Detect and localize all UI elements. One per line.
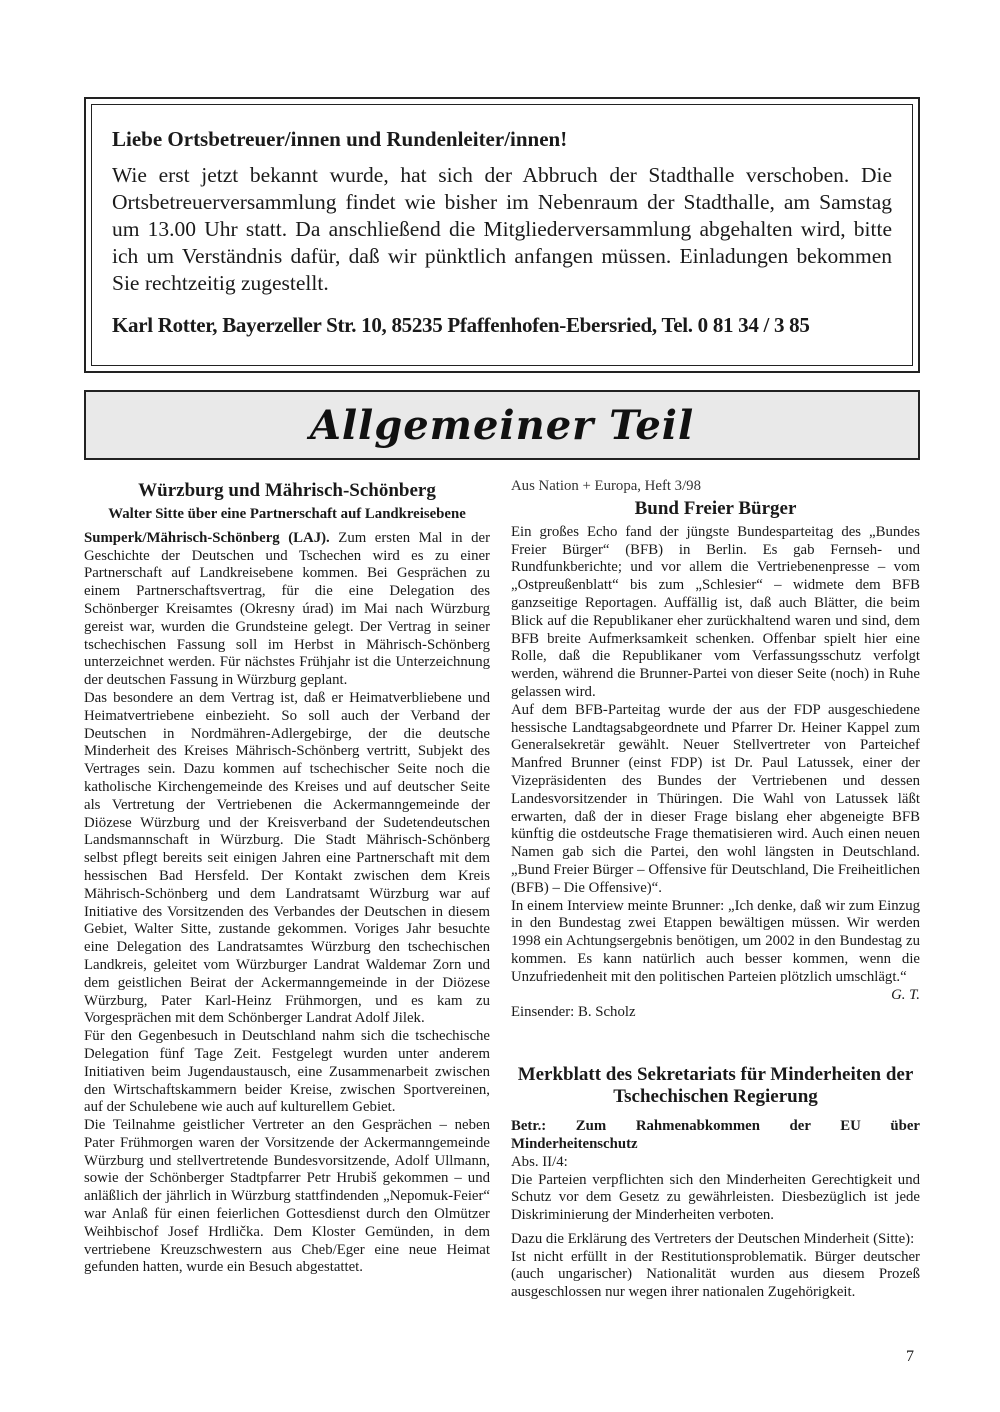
merkblatt-p3: Ist nicht erfüllt in der Restitutionsproblematik. Bürger deutscher (auch ungarischer) Nationalität wurden aus diesem Prozeß ausgeschlossen nur wegen ihrer nationalen Zugehörigkeit. bbox=[511, 1248, 920, 1301]
left-article-title: Würzburg und Mährisch-Schönberg bbox=[138, 480, 436, 501]
left-article-subtitle: Walter Sitte über eine Partnerschaft auf Landkreisebene bbox=[108, 506, 466, 522]
banner-title: Allgemeiner Teil bbox=[309, 401, 695, 449]
right-column bbox=[511, 478, 920, 1302]
left-column bbox=[84, 478, 490, 1277]
left-article-lead: Sumperk/Mährisch-Schönberg (LAJ). bbox=[84, 529, 330, 546]
notice-box bbox=[84, 97, 920, 373]
right-article-initials-line bbox=[511, 987, 920, 1005]
right-article-initials: G. T. bbox=[891, 986, 920, 1003]
notice-signature: Karl Rotter, Bayerzeller Str. 10, 85235 Pfaffenhofen-Ebersried, Tel. 0 81 34 / 3 85 bbox=[112, 313, 810, 338]
merkblatt-abs: Abs. II/4: bbox=[511, 1153, 568, 1170]
notice-box-inner bbox=[91, 104, 913, 366]
left-article-p2: Das besondere an dem Vertrag ist, daß er Heimatverbliebene und Heimatvertriebene einbezieht. So soll auch der Verband der Deutschen in Nordmähren-Adlergebirge, der die deutsche Minderheit des Kreises Mährisch-Schönberg vertritt, Subjekt des Vertrages sein. Dazu kommen auf tschechischer Seite noch die katholische Kirchengemeinde des Kreises und auf deutscher Seite als Vertretung der Vertriebenen die Ackermanngemeinde der Diözese Würzburg und der Kreisverband der Sudetendeutschen Landsmannschaft in Würzburg. Die Stadt Mährisch-Schönberg selbst pflegt bereits seit einigen Jahren eine Partnerschaft mit dem hessischen Bad Hersfeld. Der Kontakt zwischen dem Kreis Mährisch-Schönberg und dem Landratsamt Würzburg war auf Initiative des Vorsitzenden des Verbandes der Deutschen in diesem Gebiet, Walter Sitte, zustande gekommen. Voriges Jahr besuchte eine Delegation des Landratsamtes Würzburg den tschechischen Landkreis, geleitet vom Würzburger Landrat Waldemar Zorn und dem geistlichen Beirat der Ackermanngemeinde in der Diözese Würzburg, Pater Karl-Heinz Frühmorgen, und es kam zu Vorgesprächen mit dem Schönberger Landrat Adolf Jilek. bbox=[84, 689, 490, 1027]
right-article-source: Aus Nation + Europa, Heft 3/98 bbox=[511, 478, 701, 494]
notice-text: Wie erst jetzt bekannt wurde, hat sich der Abbruch der Stadthalle verschoben. Die Ortsbetreuerversammlung findet wie bisher im Nebenraum der Stadthalle, am Samstag um 13.00 Uhr statt. Da anschließend die Mitgliederversammlung abgehalten wird, bitte ich um Verständnis dafür, daß wir pünktlich anfangen müssen. Einladungen bekommen Sie rechtzeitig zugestellt. bbox=[112, 163, 892, 296]
right-article-p2: Auf dem BFB-Parteitag wurde der aus der FDP ausgeschiedene hessische Landtagsabgeordnete und Pfarrer Dr. Heiner Kappel zum Generalsekretär gewählt. Neuer Stellvertreter von Parteichef Manfred Brunner (einst FDP) ist Dr. Paul Latussek, einer der Vizepräsidenten des Bundes der Vertriebenen und dessen Landesvorsitzender in Thüringen. Die Wahl von Latussek läßt erwarten, daß der in dieser Frage bislang eher abgeneigte BFB künftig die ostdeutsche Frage thematisieren wird. Auch einen neuen Namen gab sich die Partei, den wohl längsten in Deutschland. „Bund Freier Bürger – Offensive für Deutschland, Die Freiheitlichen (BFB) – Die Offensive)“. bbox=[511, 701, 920, 896]
right-article-title: Bund Freier Bürger bbox=[634, 497, 797, 519]
left-article-p4: Die Teilnahme geistlicher Vertreter an den Gesprächen – neben Pater Frühmorgen waren der Vorsitzende der Ackermanngemeinde Würzburg und stellvertretende Bundesvorsitzende, Adolf Ullmann, sowie der Schönberger Stadtpfarrer Petr Hrubiš gekommen – und anläßlich der jährlich in Würzburg stattfindenden „Nepomuk-Feier“ war Anlaß für einen feierlichen Gottesdienst durch den Olmützer Weihbischof Josef Hrdlička. Dem Kloster Gemünden, in dem vertriebene Kreuzschwestern aus Cheb/Eger eine neue Heimat gefunden hatten, wurde ein Besuch abgestattet. bbox=[84, 1117, 490, 1276]
section-banner bbox=[84, 390, 920, 460]
left-article-p3: Für den Gegenbesuch in Deutschland nahm sich die tschechische Delegation fünf Tage Zeit. Festgelegt wurden unter anderem Initiativen beim Jugendaustausch, eine Zusammenarbeit zwischen den Wirtschaftskammern beider Kreise, zwischen Sportvereinen, auf der Schulebene wie auch auf kulturellem Gebiet. bbox=[84, 1028, 490, 1116]
merkblatt-p2: Dazu die Erklärung des Vertreters der Deutschen Minderheit (Sitte): bbox=[511, 1230, 915, 1247]
right-article-p3: In einem Interview meinte Brunner: „Ich denke, daß wir zum Einzug in den Bundestag zwei Etappen bewältigen müssen. Wir werden 1998 ein Achtungsergebnis benötigen, um 2002 in den Bundestag zu kommen. Es kann natürlich auch besser kommen, wenn die Unzufriedenheit mit den politischen Parteien plötzlich umschlägt.“ bbox=[511, 897, 920, 985]
left-article-paragraph bbox=[84, 530, 490, 690]
right-article-p1: Ein großes Echo fand der jüngste Bundesparteitag des „Bundes Freier Bürger“ (BFB) in Berlin. Es gab Fernseh- und Rundfunkberichte; und vor allem die Vertriebenenpresse – vom „Ostpreußenblatt“ bis zum „Schlesier“ – widmete dem BFB ganzseitige Reportagen. Auffällig ist, daß auch Blätter, die beim Blick auf die Republikaner eher zurückhaltend waren und sind, dem BFB breite Aufmerksamkeit schenken. Offenbar spielt hier eine Rolle, daß die Republikaner vom Verfassungsschutz verfolgt werden, während die Brunner-Partei von dieser Seite (noch) in Ruhe gelassen wird. bbox=[511, 523, 920, 700]
merkblatt-betr: Betr.: Zum Rahmenabkommen der EU über Minderheitenschutz bbox=[511, 1118, 920, 1152]
left-article-p1: Zum ersten Mal in der Geschichte der Deutschen und Tschechen wird es zu einer Partnerschaft auf Landkreisebene kommen. Bei Gesprächen zu einem Partnerschaftsvertrag, für die eine Delegation des Schönberger Kreisamtes (Okresny úrad) im Mai nach Würzburg gereist war, wurden die Grundsteine gelegt. Der Vertrag in seiner tschechischen Fassung soll im Herbst in Mährisch-Schönberg unterzeichnet werden. Für nächstes Frühjahr ist die Unterzeichnung der deutschen Fassung in Würzburg geplant. bbox=[84, 529, 491, 689]
merkblatt-p1: Die Parteien verpflichten sich den Minderheiten Gerechtigkeit und Schutz vor dem Gesetz zu gewährleisten. Diesbezüglich ist jede Diskriminierung der Minderheiten verboten. bbox=[511, 1171, 920, 1224]
notice-heading: Liebe Ortsbetreuer/innen und Rundenleiter/innen! bbox=[112, 127, 568, 151]
right-article-sender: Einsender: B. Scholz bbox=[511, 1004, 636, 1021]
merkblatt-title: Merkblatt des Sekretariats für Minderheiten der Tschechischen Regierung bbox=[517, 1064, 914, 1108]
page-number: 7 bbox=[906, 1348, 914, 1365]
